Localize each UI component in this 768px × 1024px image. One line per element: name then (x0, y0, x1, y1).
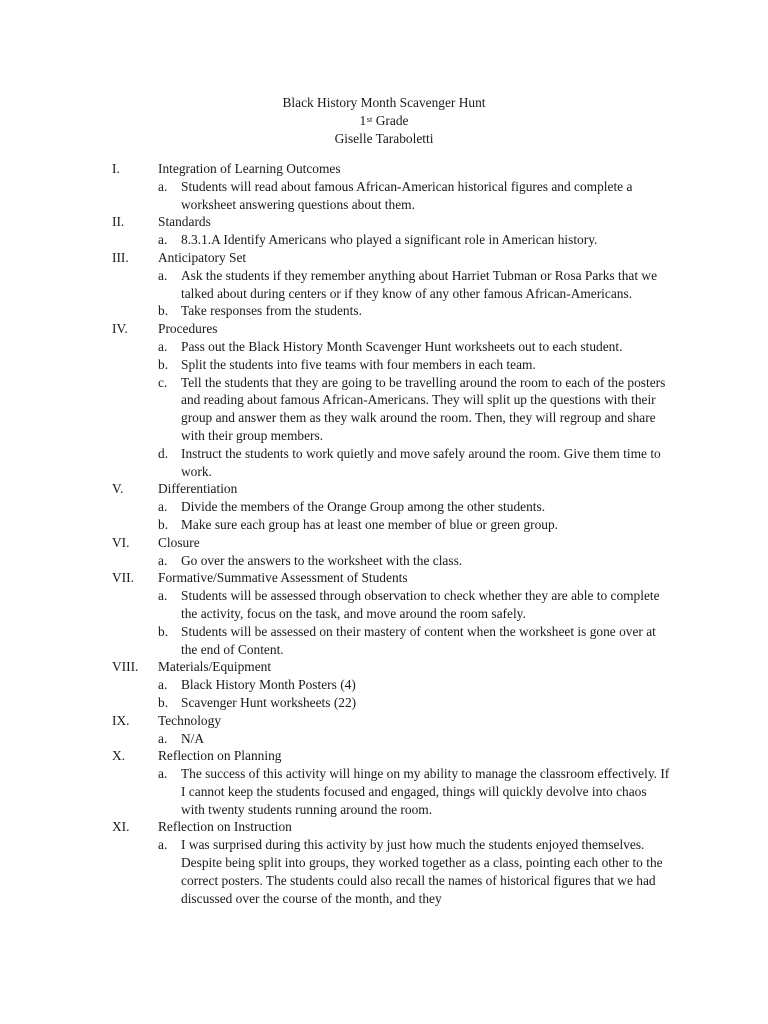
section-numeral: VIII. (112, 659, 139, 675)
section-heading (112, 213, 672, 231)
outline-section (112, 658, 672, 711)
item-text: Scavenger Hunt worksheets (22) (181, 694, 357, 710)
item-letter: a. (158, 338, 168, 354)
section-title: Closure (158, 534, 200, 550)
outline-section (112, 249, 672, 320)
item-text: Go over the answers to the worksheet with the class. (181, 552, 463, 568)
section-numeral: II. (112, 214, 125, 230)
document-header (0, 94, 768, 147)
outline-section (112, 480, 672, 533)
section-numeral: VI. (112, 534, 130, 550)
outline-section (112, 712, 672, 748)
item-text: 8.3.1.A Identify Americans who played a significant role in American history. (181, 232, 598, 248)
list-item (112, 338, 672, 356)
section-title: Procedures (158, 321, 218, 337)
list-item (112, 730, 672, 748)
outline-section (112, 160, 672, 213)
list-item (112, 374, 672, 445)
outline-section (112, 213, 672, 249)
section-title: Formative/Summative Assessment of Students (158, 570, 408, 586)
section-numeral: VII. (112, 570, 134, 586)
section-heading (112, 747, 672, 765)
grade-number: 1 (359, 112, 367, 128)
list-item (112, 516, 672, 534)
item-text: Instruct the students to work quietly and move safely around the room. Give them time to work. (181, 445, 661, 479)
list-item (112, 623, 672, 659)
list-item (112, 178, 672, 214)
section-numeral: XI. (112, 819, 130, 835)
list-item (112, 836, 672, 907)
item-letter: a. (158, 730, 168, 746)
list-item (112, 498, 672, 516)
item-letter: b. (158, 623, 169, 639)
section-title: Standards (158, 214, 211, 230)
item-text: The success of this activity will hinge on my ability to manage the classroom effectively. If I cannot keep the students focused and engaged, things will quickly devolve into chaos with twenty students running around the room. (181, 766, 670, 817)
list-item (112, 694, 672, 712)
item-text: N/A (181, 730, 205, 746)
author-name: Giselle Taraboletti (334, 130, 434, 146)
item-letter: b. (158, 303, 169, 319)
section-numeral: IX. (112, 712, 130, 728)
item-letter: a. (158, 178, 168, 194)
outline-section (112, 747, 672, 818)
item-letter: a. (158, 232, 168, 248)
list-item (112, 587, 672, 623)
item-text: Students will read about famous African-American historical figures and complete a worksheet answering questions about them. (181, 178, 633, 212)
section-heading (112, 320, 672, 338)
section-title: Reflection on Instruction (158, 819, 292, 835)
section-heading (112, 249, 672, 267)
item-letter: a. (158, 588, 168, 604)
section-title: Integration of Learning Outcomes (158, 161, 341, 176)
item-letter: a. (158, 766, 168, 782)
item-letter: a. (158, 677, 168, 693)
section-title: Materials/Equipment (158, 659, 272, 675)
item-letter: a. (158, 499, 168, 515)
item-text: Students will be assessed on their mastery of content when the worksheet is gone over at the end of Content. (181, 623, 656, 657)
section-title: Anticipatory Set (158, 249, 247, 265)
list-item (112, 302, 672, 320)
list-item (112, 445, 672, 481)
list-item (112, 356, 672, 374)
item-text: Split the students into five teams with four members in each team. (181, 356, 536, 372)
section-numeral: X. (112, 748, 126, 764)
item-letter: b. (158, 516, 169, 532)
section-numeral: V. (112, 481, 124, 497)
section-heading (112, 658, 672, 676)
list-item (112, 267, 672, 303)
item-letter: c. (158, 374, 168, 390)
item-letter: b. (158, 356, 169, 372)
item-letter: d. (158, 445, 169, 461)
document-title: Black History Month Scavenger Hunt (282, 95, 486, 110)
item-text: Divide the members of the Orange Group among the other students. (181, 499, 546, 515)
lesson-outline (112, 160, 672, 907)
grade-suffix: st (366, 113, 373, 124)
item-letter: a. (158, 267, 168, 283)
item-letter: b. (158, 694, 169, 710)
section-numeral: IV. (112, 321, 128, 337)
item-text: Ask the students if they remember anything about Harriet Tubman or Rosa Parks that we talked about during centers or if they know of any other famous African-Americans. (181, 267, 658, 301)
item-text: Pass out the Black History Month Scavenger Hunt worksheets out to each student. (181, 338, 623, 354)
section-title: Technology (158, 712, 222, 728)
item-text: Tell the students that they are going to be travelling around the room to each of the posters and reading about famous African-Americans. They will split up the questions with their group and answer them as they walk around the room. Then, they will regroup and share with their group members. (181, 374, 666, 443)
item-text: Take responses from the students. (181, 303, 362, 319)
item-letter: a. (158, 552, 168, 568)
item-text: Black History Month Posters (4) (181, 677, 356, 693)
item-letter: a. (158, 837, 168, 853)
outline-section (112, 818, 672, 907)
outline-section (112, 320, 672, 480)
item-text: I was surprised during this activity by just how much the students enjoyed themselves. Despite being split into groups, they worked together as a class, pointing each other to the correct posters. The students could also recall the names of historical figures that we had discussed over the course of the month, and they (181, 837, 663, 906)
outline-section (112, 534, 672, 570)
section-title: Differentiation (158, 481, 238, 497)
section-heading (112, 480, 672, 498)
section-heading (112, 160, 672, 178)
grade-word: Grade (372, 112, 409, 128)
outline-section (112, 569, 672, 658)
list-item (112, 552, 672, 570)
section-heading (112, 569, 672, 587)
item-text: Make sure each group has at least one member of blue or green group. (181, 516, 559, 532)
grade-line (0, 112, 768, 130)
section-heading (112, 712, 672, 730)
list-item (112, 676, 672, 694)
list-item (112, 765, 672, 818)
section-heading (112, 534, 672, 552)
item-text: Students will be assessed through observation to check whether they are able to complete the activity, focus on the task, and move around the room safely. (181, 588, 660, 621)
section-numeral: III. (112, 249, 129, 265)
section-title: Reflection on Planning (158, 748, 282, 764)
section-numeral: I. (112, 161, 120, 176)
list-item (112, 231, 672, 249)
section-heading (112, 818, 672, 836)
